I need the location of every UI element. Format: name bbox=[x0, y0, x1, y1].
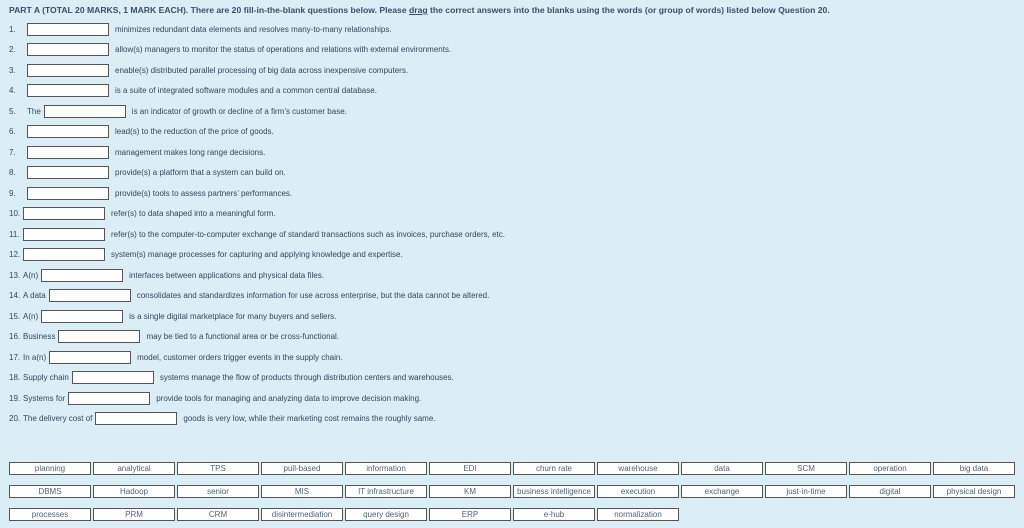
answer-chip-draggable[interactable]: churn rate bbox=[513, 462, 595, 475]
answer-blank-drop-zone[interactable] bbox=[23, 248, 105, 261]
question-number: 4. bbox=[9, 85, 16, 95]
answer-blank-drop-zone[interactable] bbox=[44, 105, 126, 118]
answer-chip-draggable[interactable]: business intelligence bbox=[513, 485, 595, 498]
question-text: provide tools for managing and analyzing data to improve decision making. bbox=[156, 393, 422, 403]
question-text: is a suite of integrated software modules and a common central database. bbox=[115, 85, 377, 95]
question-number: 14. bbox=[9, 290, 21, 300]
question-text: consolidates and standardizes information for use across enterprise, but the data cannot be altered. bbox=[136, 290, 490, 300]
answer-chip-draggable[interactable]: pull-based bbox=[261, 462, 343, 475]
answer-blank-drop-zone[interactable] bbox=[23, 207, 105, 220]
question-number: 5. bbox=[9, 106, 16, 116]
question-prefix: Systems for bbox=[23, 393, 66, 403]
answer-blank-drop-zone[interactable] bbox=[49, 351, 131, 364]
question-number: 15. bbox=[9, 311, 21, 321]
answer-blank-drop-zone[interactable] bbox=[49, 289, 131, 302]
header-drag-word: drag bbox=[409, 5, 428, 15]
question-text: is a single digital marketplace for many buyers and sellers. bbox=[129, 311, 337, 321]
question-prefix: The bbox=[27, 106, 41, 116]
question-text: provide(s) tools to assess partners’ performances. bbox=[115, 188, 293, 198]
header-text-rest: the correct answers into the blanks using the words (or group of words) listed below Question 20. bbox=[427, 5, 830, 15]
answer-chip-draggable[interactable]: query design bbox=[345, 508, 427, 521]
question-text: enable(s) distributed parallel processing of big data across inexpensive computers. bbox=[115, 65, 409, 75]
question-text: minimizes redundant data elements and resolves many-to-many relationships. bbox=[115, 24, 392, 34]
answer-chip-draggable[interactable]: e-hub bbox=[513, 508, 595, 521]
answer-chip-draggable[interactable]: PRM bbox=[93, 508, 175, 521]
question-number: 1. bbox=[9, 24, 16, 34]
answer-chip-draggable[interactable]: CRM bbox=[177, 508, 259, 521]
question-prefix: A(n) bbox=[23, 311, 39, 321]
question-number: 16. bbox=[9, 331, 21, 341]
answer-chip-draggable[interactable]: IT infrastructure bbox=[345, 485, 427, 498]
question-text: refer(s) to the computer-to-computer exchange of standard transactions such as invoices, purchase orders, etc. bbox=[111, 229, 505, 239]
question-row bbox=[9, 21, 392, 37]
question-text: lead(s) to the reduction of the price of goods. bbox=[115, 126, 274, 136]
answer-chip-draggable[interactable]: MIS bbox=[261, 485, 343, 498]
question-text: management makes long range decisions. bbox=[115, 147, 266, 157]
question-row bbox=[9, 390, 421, 406]
question-row bbox=[9, 123, 274, 139]
answer-chip-draggable[interactable]: planning bbox=[9, 462, 91, 475]
question-number: 12. bbox=[9, 249, 21, 259]
answer-blank-drop-zone[interactable] bbox=[95, 412, 177, 425]
question-prefix: The delivery cost of bbox=[23, 413, 93, 423]
question-number: 18. bbox=[9, 372, 21, 382]
question-row bbox=[9, 205, 276, 221]
answer-chip-draggable[interactable]: KM bbox=[429, 485, 511, 498]
answer-chip-draggable[interactable]: ERP bbox=[429, 508, 511, 521]
question-number: 19. bbox=[9, 393, 21, 403]
question-number: 10. bbox=[9, 208, 21, 218]
question-number: 3. bbox=[9, 65, 16, 75]
question-number: 9. bbox=[9, 188, 16, 198]
question-text: system(s) manage processes for capturing and applying knowledge and expertise. bbox=[111, 249, 403, 259]
header-text-part: PART A (TOTAL 20 MARKS, 1 MARK EACH). There are 20 fill-in-the-blank questions below. Please bbox=[9, 5, 409, 15]
question-text: model, customer orders trigger events in the supply chain. bbox=[137, 352, 343, 362]
answer-blank-drop-zone[interactable] bbox=[27, 166, 109, 179]
instructions-header bbox=[9, 5, 830, 15]
question-text: provide(s) a platform that a system can build on. bbox=[115, 167, 286, 177]
question-number: 13. bbox=[9, 270, 21, 280]
answer-blank-drop-zone[interactable] bbox=[27, 187, 109, 200]
question-row bbox=[9, 82, 377, 98]
answer-chip-draggable[interactable]: exchange bbox=[681, 485, 763, 498]
question-number: 6. bbox=[9, 126, 16, 136]
question-row bbox=[9, 287, 489, 303]
question-row bbox=[9, 144, 265, 160]
answer-chip-draggable[interactable]: operation bbox=[849, 462, 931, 475]
question-text: is an indicator of growth or decline of a firm’s customer base. bbox=[131, 106, 347, 116]
question-row bbox=[9, 349, 343, 365]
question-number: 7. bbox=[9, 147, 16, 157]
answer-chip-draggable[interactable]: digital bbox=[849, 485, 931, 498]
question-text: refer(s) to data shaped into a meaningful form. bbox=[111, 208, 276, 218]
question-row bbox=[9, 226, 505, 242]
answer-chip-draggable[interactable]: big data bbox=[933, 462, 1015, 475]
answer-chip-draggable[interactable]: just-in-time bbox=[765, 485, 847, 498]
question-prefix: Supply chain bbox=[23, 372, 69, 382]
answer-blank-drop-zone[interactable] bbox=[27, 23, 109, 36]
answer-chip-draggable[interactable]: data bbox=[681, 462, 763, 475]
answer-blank-drop-zone[interactable] bbox=[27, 43, 109, 56]
question-row bbox=[9, 369, 454, 385]
question-prefix: In a(n) bbox=[23, 352, 47, 362]
answer-chip-draggable[interactable]: EDI bbox=[429, 462, 511, 475]
question-prefix: A data bbox=[23, 290, 46, 300]
answer-chip-draggable[interactable]: disintermediation bbox=[261, 508, 343, 521]
question-row bbox=[9, 41, 451, 57]
question-prefix: Business bbox=[23, 331, 56, 341]
answer-blank-drop-zone[interactable] bbox=[68, 392, 150, 405]
question-row bbox=[9, 308, 336, 324]
answer-chip-draggable[interactable]: DBMS bbox=[9, 485, 91, 498]
question-prefix: A(n) bbox=[23, 270, 39, 280]
question-row bbox=[9, 164, 286, 180]
question-number: 20. bbox=[9, 413, 21, 423]
question-row bbox=[9, 185, 292, 201]
answer-chip-draggable[interactable]: SCM bbox=[765, 462, 847, 475]
answer-blank-drop-zone[interactable] bbox=[58, 330, 140, 343]
answer-chip-draggable[interactable]: TPS bbox=[177, 462, 259, 475]
question-text: systems manage the flow of products through distribution centers and warehouses. bbox=[159, 372, 454, 382]
answer-chip-draggable[interactable]: warehouse bbox=[597, 462, 679, 475]
question-row bbox=[9, 267, 324, 283]
answer-chip-draggable[interactable]: Hadoop bbox=[93, 485, 175, 498]
answer-blank-drop-zone[interactable] bbox=[23, 228, 105, 241]
question-row bbox=[9, 62, 408, 78]
answer-blank-drop-zone[interactable] bbox=[41, 310, 123, 323]
answer-blank-drop-zone[interactable] bbox=[27, 125, 109, 138]
answer-chip-draggable[interactable]: execution bbox=[597, 485, 679, 498]
answer-chip-draggable[interactable]: physical design bbox=[933, 485, 1015, 498]
question-number: 17. bbox=[9, 352, 21, 362]
question-row bbox=[9, 410, 435, 426]
answer-chip-draggable[interactable]: information bbox=[345, 462, 427, 475]
question-text: allow(s) managers to monitor the status of operations and relations with external environments. bbox=[115, 44, 452, 54]
question-row bbox=[9, 328, 339, 344]
answer-chip-draggable[interactable]: senior bbox=[177, 485, 259, 498]
question-number: 11. bbox=[9, 229, 20, 239]
answer-chip-draggable[interactable]: processes bbox=[9, 508, 91, 521]
question-row bbox=[9, 246, 403, 262]
question-number: 2. bbox=[9, 44, 16, 54]
question-text: interfaces between applications and physical data files. bbox=[129, 270, 324, 280]
answer-chip-draggable[interactable]: normalization bbox=[597, 508, 679, 521]
question-row bbox=[9, 103, 347, 119]
answer-blank-drop-zone[interactable] bbox=[41, 269, 123, 282]
question-text: may be tied to a functional area or be cross-functional. bbox=[146, 331, 340, 341]
question-number: 8. bbox=[9, 167, 16, 177]
answer-chip-draggable[interactable]: analytical bbox=[93, 462, 175, 475]
answer-blank-drop-zone[interactable] bbox=[27, 84, 109, 97]
question-text: goods is very low, while their marketing cost remains the roughly same. bbox=[183, 413, 436, 423]
answer-blank-drop-zone[interactable] bbox=[27, 64, 109, 77]
answer-blank-drop-zone[interactable] bbox=[72, 371, 154, 384]
answer-blank-drop-zone[interactable] bbox=[27, 146, 109, 159]
